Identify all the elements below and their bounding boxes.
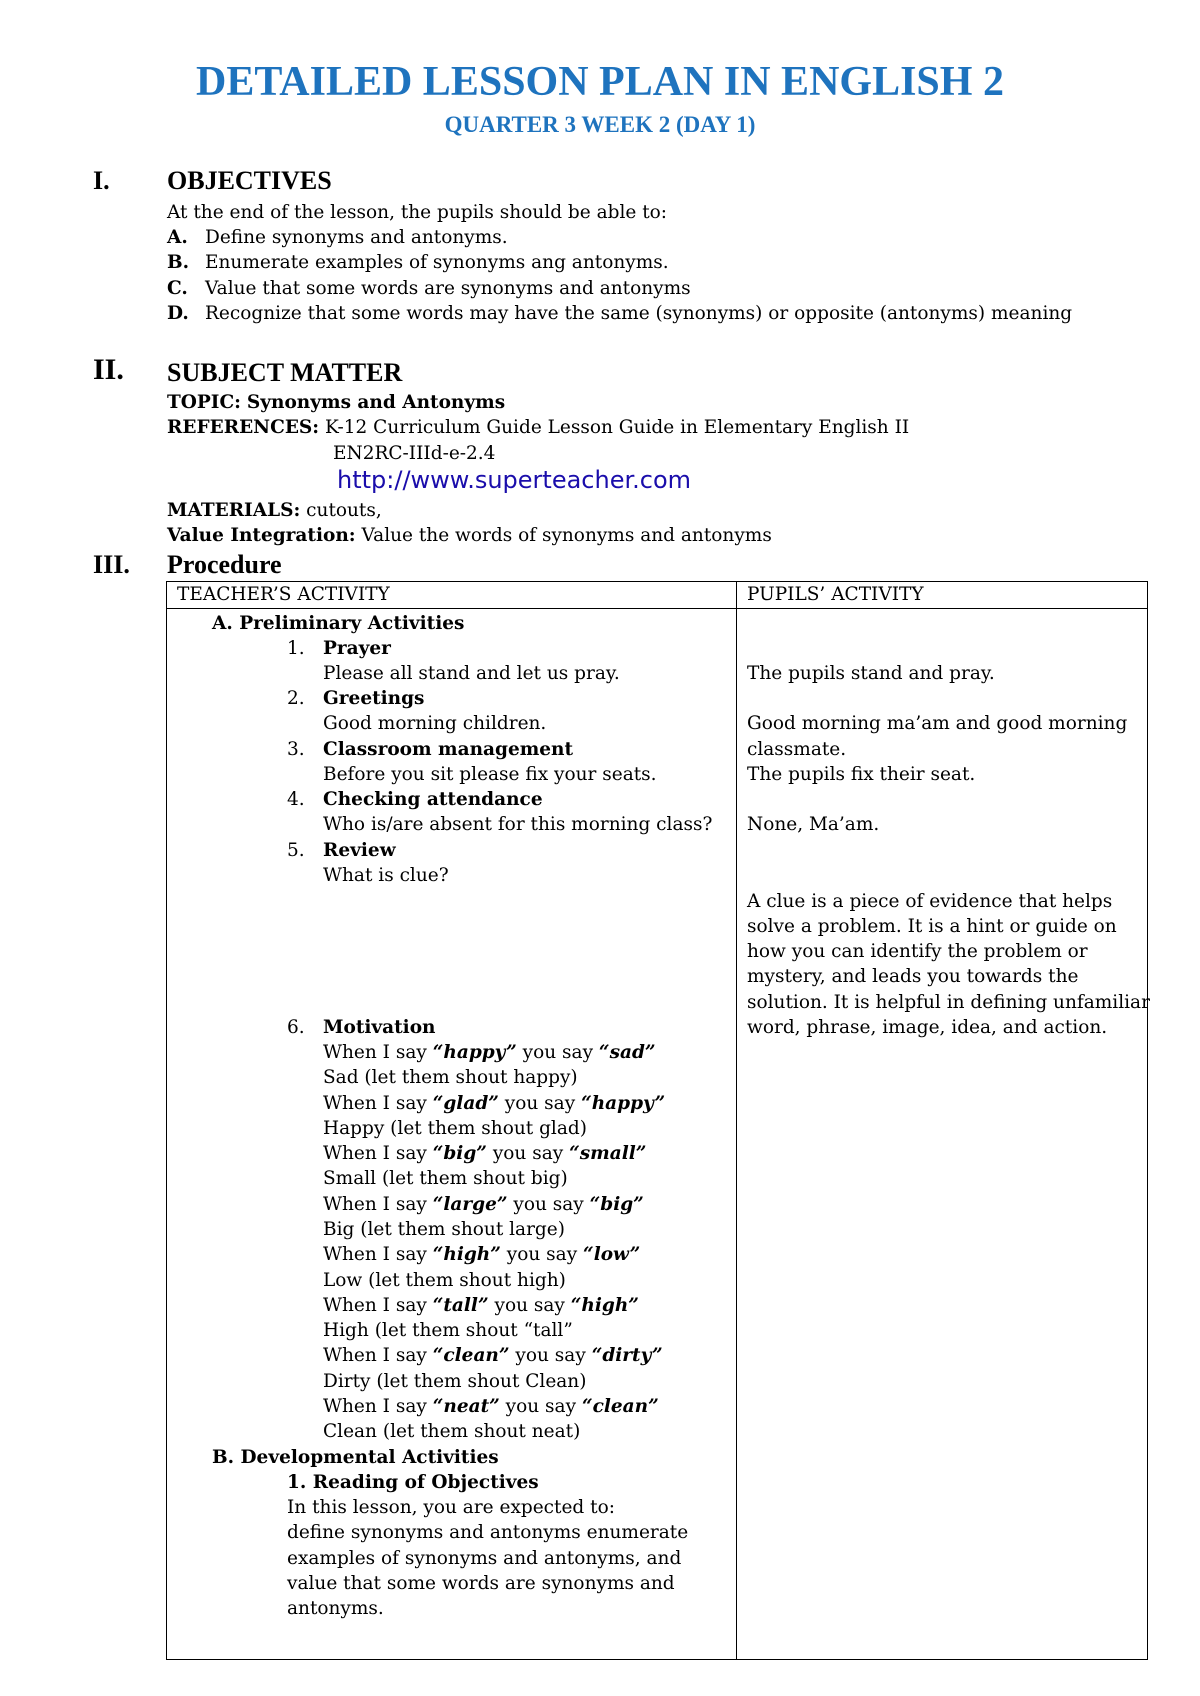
dev-line: examples of synonyms and antonyms, and bbox=[287, 1548, 682, 1569]
motivation-response: Dirty (let them shout Clean) bbox=[323, 1371, 587, 1392]
step-title-prayer: Prayer bbox=[323, 638, 391, 659]
dev-line: define synonyms and antonyms enumerate bbox=[287, 1522, 689, 1543]
table-header-row bbox=[167, 582, 1148, 609]
developmental-heading: B. Developmental Activities bbox=[212, 1447, 499, 1468]
materials-label: MATERIALS: bbox=[167, 500, 301, 521]
references-value: K-12 Curriculum Guide Lesson Guide in Elementary English II bbox=[325, 417, 910, 438]
reading-objectives-heading: 1. Reading of Objectives bbox=[287, 1472, 539, 1493]
competency-code: EN2RC-IIId-e-2.4 bbox=[333, 443, 496, 464]
column-header-teacher: TEACHER’S ACTIVITY bbox=[167, 582, 737, 609]
pupil-response-seat: The pupils fix their seat. bbox=[747, 764, 976, 785]
document-subtitle: QUARTER 3 WEEK 2 (DAY 1) bbox=[444, 112, 756, 137]
motivation-prompt: When I say “happy” you say “sad” bbox=[323, 1042, 656, 1063]
value-integration-value: Value the words of synonyms and antonyms bbox=[361, 525, 772, 546]
materials-value: cutouts, bbox=[306, 500, 382, 521]
dev-line: antonyms. bbox=[287, 1598, 384, 1619]
step-number: 4. bbox=[287, 789, 305, 810]
motivation-response: High (let them shout “tall” bbox=[323, 1320, 573, 1341]
pupils-activity-cell bbox=[737, 609, 1148, 1660]
motivation-prompt: When I say “high” you say “low” bbox=[323, 1244, 641, 1265]
motivation-prompt: When I say “neat” you say “clean” bbox=[323, 1396, 659, 1417]
step-number: 5. bbox=[287, 840, 305, 861]
dev-line: In this lesson, you are expected to: bbox=[287, 1497, 615, 1518]
reference-link[interactable]: http://www.superteacher.com bbox=[337, 466, 692, 494]
section-number-procedure: III. bbox=[93, 550, 130, 579]
document-title: DETAILED LESSON PLAN IN ENGLISH 2 bbox=[196, 59, 1004, 105]
step-text: Good morning children. bbox=[323, 713, 547, 734]
value-integration-label: Value Integration: bbox=[167, 525, 356, 546]
motivation-response: Small (let them shout big) bbox=[323, 1168, 568, 1189]
teacher-activity-cell bbox=[167, 609, 737, 1660]
section-title-subject-matter: SUBJECT MATTER bbox=[167, 358, 403, 387]
step-title-greetings: Greetings bbox=[323, 688, 425, 709]
references-label: REFERENCES: bbox=[167, 417, 320, 438]
pupil-response-greeting: classmate. bbox=[747, 739, 847, 760]
step-title-review: Review bbox=[323, 840, 396, 861]
motivation-prompt: When I say “big” you say “small” bbox=[323, 1143, 647, 1164]
pupil-response-clue: word, phrase, image, idea, and action. bbox=[747, 1017, 1108, 1038]
motivation-prompt: When I say “tall” you say “high” bbox=[323, 1295, 639, 1316]
objectives-intro: At the end of the lesson, the pupils should be able to: bbox=[167, 202, 668, 223]
motivation-response: Low (let them shout high) bbox=[323, 1270, 566, 1291]
motivation-prompt: When I say “glad” you say “happy” bbox=[323, 1093, 666, 1114]
pupil-response-prayer: The pupils stand and pray. bbox=[747, 663, 995, 684]
pupil-response-clue: solution. It is helpful in defining unfamiliar bbox=[747, 992, 1150, 1013]
pupil-response-clue: mystery, and leads you towards the bbox=[747, 966, 1079, 987]
objective-letter: A. bbox=[167, 227, 188, 248]
step-text: Please all stand and let us pray. bbox=[323, 663, 620, 684]
pupil-response-clue: solve a problem. It is a hint or guide on bbox=[747, 916, 1117, 937]
objective-letter: D. bbox=[167, 303, 189, 324]
topic-label: TOPIC: bbox=[167, 392, 241, 413]
preliminary-heading: A. Preliminary Activities bbox=[212, 613, 465, 634]
step-text: What is clue? bbox=[323, 865, 449, 886]
step-title-motivation: Motivation bbox=[323, 1017, 436, 1038]
materials-line bbox=[167, 498, 382, 523]
step-title-checking-attendance: Checking attendance bbox=[323, 789, 543, 810]
motivation-response: Big (let them shout large) bbox=[323, 1219, 565, 1240]
value-integration-line bbox=[167, 523, 772, 548]
section-number-subject-matter: II. bbox=[93, 353, 124, 386]
step-number: 3. bbox=[287, 739, 305, 760]
step-number: 6. bbox=[287, 1017, 305, 1038]
step-text: Who is/are absent for this morning class? bbox=[323, 814, 713, 835]
objective-letter: B. bbox=[167, 252, 190, 273]
motivation-prompt: When I say “clean” you say “dirty” bbox=[323, 1345, 663, 1366]
step-title-classroom-management: Classroom management bbox=[323, 739, 574, 760]
procedure-table bbox=[166, 581, 1148, 1660]
section-title-procedure: Procedure bbox=[167, 550, 282, 579]
objective-text: Value that some words are synonyms and antonyms bbox=[205, 278, 691, 299]
motivation-response: Happy (let them shout glad) bbox=[323, 1118, 587, 1139]
pupil-response-greeting: Good morning ma’am and good morning bbox=[747, 713, 1128, 734]
motivation-response: Sad (let them shout happy) bbox=[323, 1067, 578, 1088]
step-number: 1. bbox=[287, 638, 305, 659]
motivation-prompt: When I say “large” you say “big” bbox=[323, 1194, 644, 1215]
section-number-objectives: I. bbox=[93, 166, 110, 195]
pupil-response-attendance: None, Ma’am. bbox=[747, 814, 880, 835]
objective-text: Enumerate examples of synonyms ang antonyms. bbox=[205, 252, 669, 273]
dev-line: value that some words are synonyms and bbox=[287, 1573, 675, 1594]
column-header-pupils: PUPILS’ ACTIVITY bbox=[737, 582, 1148, 609]
step-number: 2. bbox=[287, 688, 305, 709]
objective-letter: C. bbox=[167, 278, 188, 299]
pupil-response-clue: A clue is a piece of evidence that helps bbox=[747, 891, 1113, 912]
pupil-response-clue: how you can identify the problem or bbox=[747, 941, 1088, 962]
step-text: Before you sit please fix your seats. bbox=[323, 764, 657, 785]
topic-value: Synonyms and Antonyms bbox=[246, 392, 506, 413]
section-title-objectives: OBJECTIVES bbox=[167, 166, 332, 195]
topic-line bbox=[167, 390, 505, 415]
motivation-response: Clean (let them shout neat) bbox=[323, 1421, 581, 1442]
objective-text: Recognize that some words may have the same (synonyms) or opposite (antonyms) meaning bbox=[205, 303, 1073, 324]
references-line bbox=[167, 415, 909, 440]
objective-text: Define synonyms and antonyms. bbox=[205, 227, 508, 248]
table-row bbox=[167, 609, 1148, 1660]
